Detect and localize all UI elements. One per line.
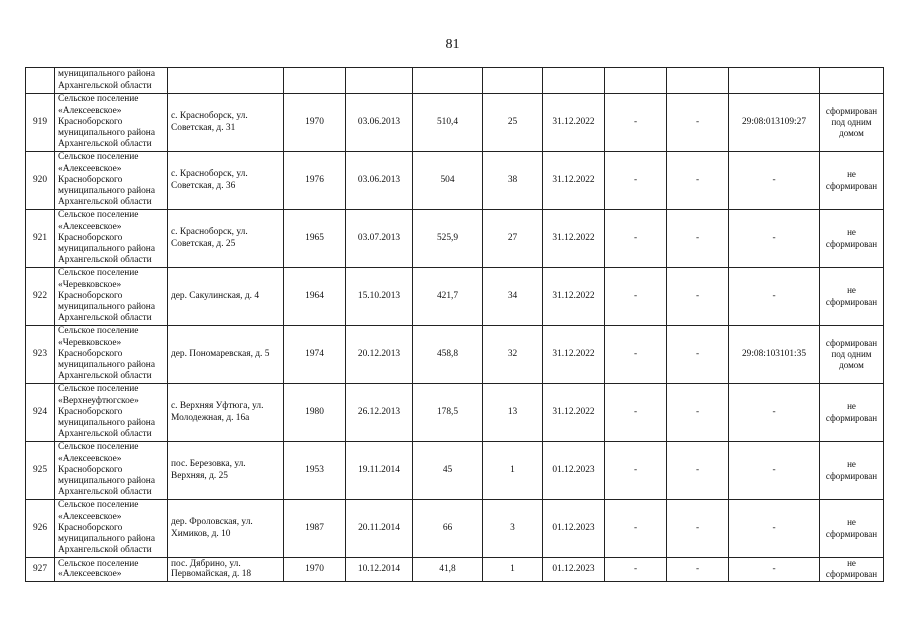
cell-residents: 32 (483, 326, 543, 384)
cell-num: 919 (26, 94, 55, 152)
cell-deadline: 31.12.2022 (543, 152, 605, 210)
cell-address: дер. Пономаревская, д. 5 (168, 326, 284, 384)
cell-date (346, 68, 413, 94)
cell-num: 922 (26, 268, 55, 326)
table-row (26, 210, 884, 268)
cell-col9: - (605, 152, 667, 210)
cell-residents: 13 (483, 384, 543, 442)
cell-num (26, 68, 55, 94)
cell-address: пос. Березовка, ул. Верхняя, д. 25 (168, 442, 284, 500)
table-row-continuation (26, 68, 884, 94)
table-row (26, 500, 884, 558)
cell-date: 19.11.2014 (346, 442, 413, 500)
cell-col10 (667, 68, 729, 94)
cell-year: 1953 (284, 442, 346, 500)
cell-address: пос. Дябрино, ул. Первомайская, д. 18 (168, 558, 284, 582)
cell-deadline (543, 68, 605, 94)
cell-residents (483, 68, 543, 94)
cell-address: дер. Фроловская, ул. Химиков, д. 10 (168, 500, 284, 558)
table-row (26, 384, 884, 442)
cell-status: не сформирован (820, 500, 884, 558)
cell-col10: - (667, 384, 729, 442)
cell-area: 45 (413, 442, 483, 500)
cell-status: не сформирован (820, 558, 884, 582)
cell-num: 921 (26, 210, 55, 268)
cell-area: 510,4 (413, 94, 483, 152)
cell-address: дер. Сакулинская, д. 4 (168, 268, 284, 326)
cell-date: 03.06.2013 (346, 94, 413, 152)
cell-num: 926 (26, 500, 55, 558)
cell-col10: - (667, 268, 729, 326)
table-body (26, 68, 884, 582)
cell-area: 458,8 (413, 326, 483, 384)
cell-address: с. Красноборск, ул. Советская, д. 31 (168, 94, 284, 152)
table-row (26, 268, 884, 326)
cell-col10: - (667, 442, 729, 500)
cell-owner: муниципального района Архангельской области (55, 68, 168, 94)
cell-date: 15.10.2013 (346, 268, 413, 326)
cell-residents: 1 (483, 558, 543, 582)
cell-col9 (605, 68, 667, 94)
cell-cadastral: 29:08:013109:27 (729, 94, 820, 152)
cell-year: 1974 (284, 326, 346, 384)
cell-deadline: 31.12.2022 (543, 384, 605, 442)
cell-owner: Сельское поселение «Алексеевское» Красноборского муниципального района Архангельской области (55, 210, 168, 268)
cell-owner: Сельское поселение «Алексеевское» (55, 558, 168, 582)
cell-col10: - (667, 500, 729, 558)
housing-registry-table (25, 67, 884, 582)
cell-area: 421,7 (413, 268, 483, 326)
cell-status: не сформирован (820, 384, 884, 442)
cell-col10: - (667, 210, 729, 268)
cell-residents: 38 (483, 152, 543, 210)
cell-address: с. Верхняя Уфтюга, ул. Молодежная, д. 16а (168, 384, 284, 442)
cell-date: 20.12.2013 (346, 326, 413, 384)
cell-deadline: 01.12.2023 (543, 442, 605, 500)
cell-address: с. Красноборск, ул. Советская, д. 25 (168, 210, 284, 268)
cell-year: 1965 (284, 210, 346, 268)
cell-cadastral: - (729, 152, 820, 210)
cell-cadastral (729, 68, 820, 94)
cell-col10: - (667, 94, 729, 152)
cell-cadastral: 29:08:103101:35 (729, 326, 820, 384)
cell-address: с. Красноборск, ул. Советская, д. 36 (168, 152, 284, 210)
cell-owner: Сельское поселение «Черевковское» Красноборского муниципального района Архангельской области (55, 326, 168, 384)
cell-deadline: 31.12.2022 (543, 210, 605, 268)
cell-date: 03.06.2013 (346, 152, 413, 210)
cell-col10: - (667, 558, 729, 582)
cell-cadastral: - (729, 210, 820, 268)
cell-col9: - (605, 268, 667, 326)
cell-deadline: 01.12.2023 (543, 558, 605, 582)
cell-num: 927 (26, 558, 55, 582)
cell-residents: 25 (483, 94, 543, 152)
cell-cadastral: - (729, 500, 820, 558)
cell-cadastral: - (729, 442, 820, 500)
cell-cadastral: - (729, 558, 820, 582)
cell-area: 178,5 (413, 384, 483, 442)
cell-cadastral: - (729, 268, 820, 326)
cell-year (284, 68, 346, 94)
cell-status: не сформирован (820, 442, 884, 500)
cell-owner: Сельское поселение «Алексеевское» Красноборского муниципального района Архангельской области (55, 500, 168, 558)
cell-owner: Сельское поселение «Алексеевское» Красноборского муниципального района Архангельской области (55, 94, 168, 152)
cell-status: не сформирован (820, 152, 884, 210)
cell-owner: Сельское поселение «Алексеевское» Красноборского муниципального района Архангельской области (55, 442, 168, 500)
cell-year: 1987 (284, 500, 346, 558)
cell-area: 66 (413, 500, 483, 558)
cell-col10: - (667, 152, 729, 210)
cell-owner: Сельское поселение «Верхнеуфтюгское» Красноборского муниципального района Архангельской области (55, 384, 168, 442)
cell-status: не сформирован (820, 210, 884, 268)
table-row (26, 94, 884, 152)
table-row (26, 442, 884, 500)
cell-status: не сформирован (820, 268, 884, 326)
cell-year: 1970 (284, 558, 346, 582)
cell-col9: - (605, 500, 667, 558)
cell-residents: 27 (483, 210, 543, 268)
cell-year: 1980 (284, 384, 346, 442)
cell-num: 925 (26, 442, 55, 500)
cell-num: 920 (26, 152, 55, 210)
cell-date: 26.12.2013 (346, 384, 413, 442)
cell-residents: 3 (483, 500, 543, 558)
cell-col9: - (605, 326, 667, 384)
cell-status (820, 68, 884, 94)
cell-col9: - (605, 558, 667, 582)
cell-year: 1964 (284, 268, 346, 326)
cell-address (168, 68, 284, 94)
cell-col10: - (667, 326, 729, 384)
cell-area (413, 68, 483, 94)
cell-col9: - (605, 94, 667, 152)
cell-cadastral: - (729, 384, 820, 442)
table-row (26, 152, 884, 210)
cell-status: сформирован под одним домом (820, 94, 884, 152)
cell-status: сформирован под одним домом (820, 326, 884, 384)
cell-date: 10.12.2014 (346, 558, 413, 582)
cell-num: 924 (26, 384, 55, 442)
cell-year: 1976 (284, 152, 346, 210)
cell-col9: - (605, 442, 667, 500)
cell-col9: - (605, 384, 667, 442)
table-row (26, 326, 884, 384)
cell-date: 03.07.2013 (346, 210, 413, 268)
cell-residents: 34 (483, 268, 543, 326)
table-row (26, 558, 884, 582)
cell-deadline: 31.12.2022 (543, 94, 605, 152)
cell-residents: 1 (483, 442, 543, 500)
cell-deadline: 01.12.2023 (543, 500, 605, 558)
cell-col9: - (605, 210, 667, 268)
cell-date: 20.11.2014 (346, 500, 413, 558)
cell-area: 41,8 (413, 558, 483, 582)
cell-owner: Сельское поселение «Алексеевское» Красноборского муниципального района Архангельской области (55, 152, 168, 210)
cell-deadline: 31.12.2022 (543, 268, 605, 326)
cell-area: 504 (413, 152, 483, 210)
cell-owner: Сельское поселение «Черевковское» Красноборского муниципального района Архангельской области (55, 268, 168, 326)
cell-num: 923 (26, 326, 55, 384)
cell-area: 525,9 (413, 210, 483, 268)
cell-year: 1970 (284, 94, 346, 152)
page-number: 81 (445, 37, 460, 52)
cell-deadline: 31.12.2022 (543, 326, 605, 384)
